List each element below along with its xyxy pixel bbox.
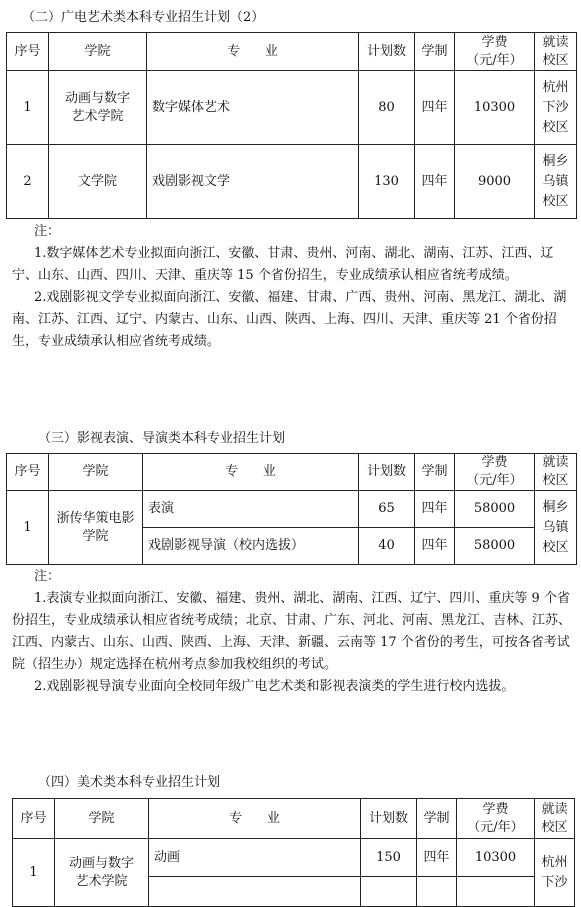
section4-table (12, 798, 575, 907)
note-item: 2.戏剧影视导演专业面向全校同年级广电艺术类和影视表演类的学生进行校内选拔。 (34, 679, 515, 694)
row-fee: 10300 (457, 839, 535, 877)
note-label: 注： (34, 569, 61, 584)
row-no: 1 (13, 839, 55, 907)
row-major: 动画 (149, 839, 361, 877)
row-college: 动画与数字 艺术学院 (49, 71, 147, 145)
header-campus: 就读 校区 (535, 33, 577, 71)
row-major: 表演 (143, 491, 359, 528)
row-major: 戏剧影视导演（校内选拔） (143, 528, 359, 565)
header-no: 序号 (7, 454, 49, 491)
header-major: 专 业 (147, 33, 359, 71)
row-plan: 40 (359, 528, 415, 565)
note-item: 1.数字媒体艺术专业拟面向浙江、安徽、甘肃、贵州、河南、湖北、湖南、江苏、江西、辽宁、山东、山西、四川、天津、重庆等 15 个省份招生，专业成绩承认相应省统考成绩。 (12, 246, 554, 283)
row-fee: 9000 (455, 145, 535, 219)
row-years: 四年 (415, 71, 455, 145)
header-years: 学制 (417, 799, 457, 839)
section3-title: （三）影视表演、导演类本科专业招生计划 (38, 431, 286, 446)
row-no: 1 (7, 71, 49, 145)
table-header-row (7, 33, 577, 71)
row-campus: 杭州 下沙 (535, 839, 575, 907)
header-years: 学制 (415, 454, 455, 491)
table-row (7, 71, 577, 145)
header-plan: 计划数 (361, 799, 417, 839)
note-label: 注： (34, 224, 61, 239)
table-row (7, 491, 577, 528)
header-college: 学院 (55, 799, 149, 839)
row-major: 戏剧影视文学 (147, 145, 359, 219)
note-item: 1.表演专业拟面向浙江、安徽、福建、贵州、湖北、湖南、江西、辽宁、四川、重庆等 9 个省份招生，专业成绩承认相应省统考成绩；北京、甘肃、广东、河北、河南、黑龙江、吉林、江苏、江西、内蒙古、山东、山西、陕西、上海、天津、新疆、云南等 17 个省份的考生，可按各省考试院（招生办）规定选择在杭州考点参加我校组织的考试。 (12, 591, 572, 672)
row-fee: 58000 (455, 491, 535, 528)
table-header-row (7, 454, 577, 491)
header-college: 学院 (49, 33, 147, 71)
row-fee: 10300 (455, 71, 535, 145)
header-no: 序号 (13, 799, 55, 839)
header-plan: 计划数 (359, 33, 415, 71)
header-fee: 学费 （元/年） (455, 454, 535, 491)
row-major: 数字媒体艺术 (147, 71, 359, 145)
row-fee: 58000 (455, 528, 535, 565)
section3-notes (12, 566, 574, 698)
header-campus: 就读 校区 (535, 454, 577, 491)
row-plan: 150 (361, 839, 417, 877)
row-campus: 桐乡 乌镇 校区 (535, 145, 577, 219)
section2-notes (12, 221, 574, 353)
section2-table (6, 32, 577, 219)
header-major: 专 业 (149, 799, 361, 839)
table-row (13, 839, 575, 877)
header-years: 学制 (415, 33, 455, 71)
header-fee: 学费 （元/年） (455, 33, 535, 71)
row-plan: 80 (359, 71, 415, 145)
row-years (417, 877, 457, 907)
header-campus: 就读 校区 (535, 799, 575, 839)
row-years: 四年 (417, 839, 457, 877)
row-major (149, 877, 361, 907)
header-college: 学院 (49, 454, 143, 491)
row-campus: 桐乡 乌镇 校区 (535, 491, 577, 565)
row-plan: 65 (359, 491, 415, 528)
row-fee (457, 877, 535, 907)
row-years: 四年 (415, 145, 455, 219)
row-years: 四年 (415, 491, 455, 528)
row-college: 动画与数字 艺术学院 (55, 839, 149, 907)
section2-title: （二）广电艺术类本科专业招生计划（2） (22, 10, 265, 25)
row-college: 浙传华策电影 学院 (49, 491, 143, 565)
note-item: 2.戏剧影视文学专业拟面向浙江、安徽、福建、甘肃、广西、贵州、河南、黑龙江、湖北、湖南、江苏、江西、辽宁、内蒙古、山东、山西、陕西、上海、四川、天津、重庆等 21 个省份招生，专业成绩承认相应省统考成绩。 (12, 290, 567, 349)
row-years: 四年 (415, 528, 455, 565)
row-campus: 杭州 下沙 校区 (535, 71, 577, 145)
header-fee: 学费 （元/年） (457, 799, 535, 839)
row-college: 文学院 (49, 145, 147, 219)
table-header-row (13, 799, 575, 839)
header-no: 序号 (7, 33, 49, 71)
row-no: 2 (7, 145, 49, 219)
header-major: 专 业 (143, 454, 359, 491)
row-plan (361, 877, 417, 907)
section4-title: （四）美术类本科专业招生计划 (38, 775, 221, 790)
row-no: 1 (7, 491, 49, 565)
section3-table (6, 453, 577, 565)
row-plan: 130 (359, 145, 415, 219)
table-row (7, 145, 577, 219)
header-plan: 计划数 (359, 454, 415, 491)
